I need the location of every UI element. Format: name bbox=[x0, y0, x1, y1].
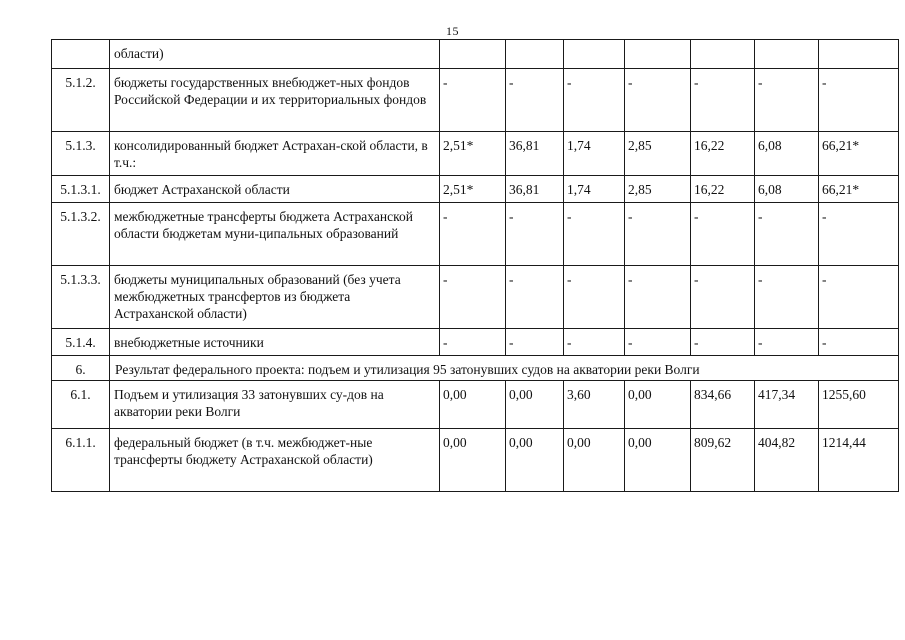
cell-value: - bbox=[506, 266, 564, 329]
cell-value bbox=[691, 40, 755, 69]
cell-value: 2,85 bbox=[625, 176, 691, 203]
row-number: 5.1.3.3. bbox=[52, 266, 110, 329]
cell-value: 16,22 bbox=[691, 132, 755, 176]
cell-value: 36,81 bbox=[506, 132, 564, 176]
cell-value: 3,60 bbox=[564, 381, 625, 429]
cell-value: - bbox=[819, 266, 899, 329]
page-number: 15 bbox=[446, 24, 459, 38]
cell-value: 809,62 bbox=[691, 429, 755, 492]
cell-value: 66,21* bbox=[819, 132, 899, 176]
cell-value: - bbox=[755, 329, 819, 356]
table-row bbox=[52, 132, 899, 176]
table-row bbox=[52, 69, 899, 132]
cell-value: - bbox=[564, 329, 625, 356]
cell-value: - bbox=[819, 69, 899, 132]
cell-value: - bbox=[691, 266, 755, 329]
cell-value: - bbox=[691, 69, 755, 132]
row-number: 5.1.3.2. bbox=[52, 203, 110, 266]
row-name: федеральный бюджет (в т.ч. межбюджет-ные трансферты бюджету Астраханской области) bbox=[110, 429, 440, 492]
cell-value bbox=[625, 40, 691, 69]
cell-value: 16,22 bbox=[691, 176, 755, 203]
cell-value: - bbox=[819, 203, 899, 266]
cell-value bbox=[440, 40, 506, 69]
cell-value: - bbox=[440, 203, 506, 266]
cell-value: 6,08 bbox=[755, 132, 819, 176]
cell-value: 0,00 bbox=[625, 381, 691, 429]
table-row bbox=[52, 176, 899, 203]
table-row bbox=[52, 266, 899, 329]
cell-value: 0,00 bbox=[506, 429, 564, 492]
row-number: 5.1.4. bbox=[52, 329, 110, 356]
row-name: бюджеты государственных внебюджет-ных фондов Российской Федерации и их территориальных фондов bbox=[110, 69, 440, 132]
cell-value: - bbox=[506, 329, 564, 356]
section-row bbox=[52, 356, 899, 381]
cell-value: 0,00 bbox=[625, 429, 691, 492]
cell-value: 834,66 bbox=[691, 381, 755, 429]
cell-value: 0,00 bbox=[564, 429, 625, 492]
row-name: области) bbox=[110, 40, 440, 69]
cell-value: - bbox=[819, 329, 899, 356]
cell-value: - bbox=[440, 329, 506, 356]
cell-value: - bbox=[625, 266, 691, 329]
cell-value: - bbox=[755, 203, 819, 266]
table-row bbox=[52, 381, 899, 429]
cell-value: 417,34 bbox=[755, 381, 819, 429]
cell-value bbox=[506, 40, 564, 69]
cell-value: 1,74 bbox=[564, 132, 625, 176]
cell-value: - bbox=[440, 69, 506, 132]
cell-value: - bbox=[625, 329, 691, 356]
cell-value: 1214,44 bbox=[819, 429, 899, 492]
cell-value: 0,00 bbox=[440, 429, 506, 492]
cell-value: 0,00 bbox=[440, 381, 506, 429]
row-number: 5.1.3. bbox=[52, 132, 110, 176]
row-number bbox=[52, 40, 110, 69]
cell-value: 2,85 bbox=[625, 132, 691, 176]
row-name: Подъем и утилизация 33 затонувших су-дов на акватории реки Волги bbox=[110, 381, 440, 429]
row-number: 5.1.3.1. bbox=[52, 176, 110, 203]
cell-value: - bbox=[506, 69, 564, 132]
cell-value: - bbox=[564, 69, 625, 132]
row-name: консолидированный бюджет Астрахан-ской области, в т.ч.: bbox=[110, 132, 440, 176]
section-number: 6. bbox=[52, 356, 110, 381]
cell-value: - bbox=[506, 203, 564, 266]
cell-value: 1,74 bbox=[564, 176, 625, 203]
row-number: 6.1. bbox=[52, 381, 110, 429]
row-name: бюджеты муниципальных образований (без учета межбюджетных трансфертов из бюджета Астраханской области) bbox=[110, 266, 440, 329]
cell-value: 404,82 bbox=[755, 429, 819, 492]
cell-value bbox=[755, 40, 819, 69]
row-name: бюджет Астраханской области bbox=[110, 176, 440, 203]
row-name: внебюджетные источники bbox=[110, 329, 440, 356]
cell-value: 2,51* bbox=[440, 132, 506, 176]
row-name: межбюджетные трансферты бюджета Астраханской области бюджетам муни-ципальных образований bbox=[110, 203, 440, 266]
section-title: Результат федерального проекта: подъем и утилизация 95 затонувших судов на акватории реки Волги bbox=[110, 356, 899, 381]
cell-value: - bbox=[691, 329, 755, 356]
cell-value: - bbox=[625, 203, 691, 266]
cell-value: - bbox=[625, 69, 691, 132]
table-row bbox=[52, 203, 899, 266]
cell-value: 0,00 bbox=[506, 381, 564, 429]
cell-value: - bbox=[691, 203, 755, 266]
cell-value: 1255,60 bbox=[819, 381, 899, 429]
budget-table bbox=[51, 39, 899, 492]
cell-value: - bbox=[440, 266, 506, 329]
cell-value: 36,81 bbox=[506, 176, 564, 203]
cell-value: - bbox=[564, 266, 625, 329]
cell-value: 6,08 bbox=[755, 176, 819, 203]
row-number: 6.1.1. bbox=[52, 429, 110, 492]
table-row bbox=[52, 40, 899, 69]
cell-value: - bbox=[755, 266, 819, 329]
row-number: 5.1.2. bbox=[52, 69, 110, 132]
cell-value: 66,21* bbox=[819, 176, 899, 203]
table-row bbox=[52, 329, 899, 356]
cell-value: 2,51* bbox=[440, 176, 506, 203]
cell-value: - bbox=[564, 203, 625, 266]
cell-value: - bbox=[755, 69, 819, 132]
cell-value bbox=[564, 40, 625, 69]
table-row bbox=[52, 429, 899, 492]
cell-value bbox=[819, 40, 899, 69]
